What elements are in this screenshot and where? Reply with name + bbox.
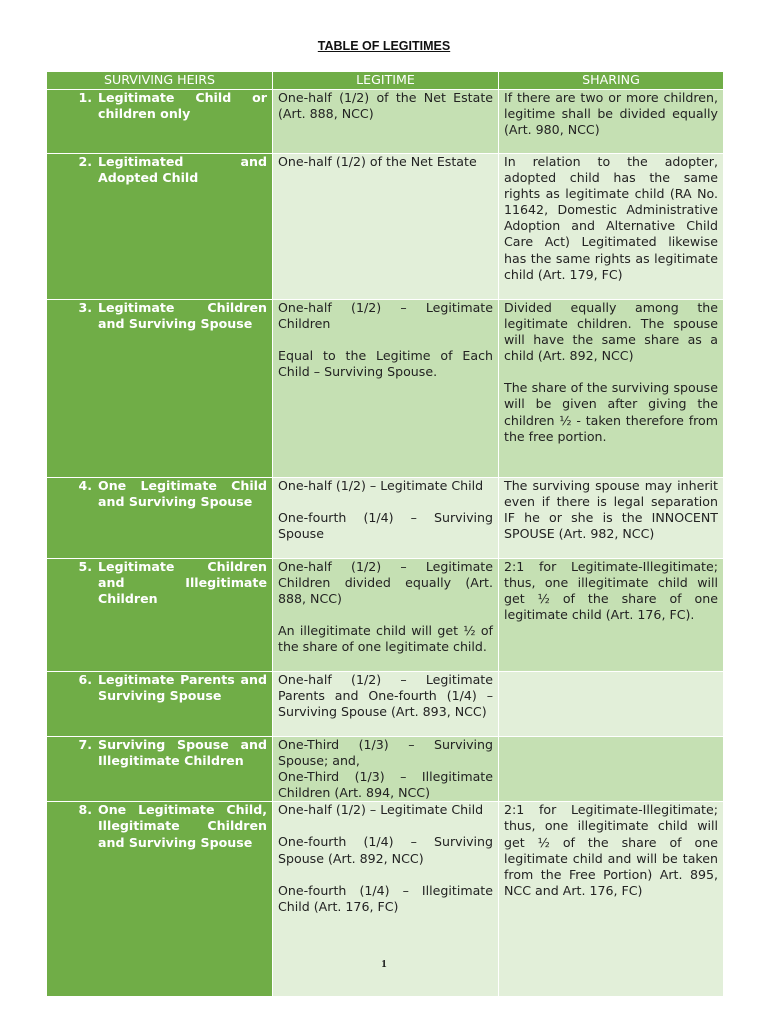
legitime-paragraph: One-Third (1/3) – Surviving Spouse; and, One-Third (1/3) – Illegitimate Children (Art. 894, NCC) [278, 737, 493, 801]
heir-label: Legitimate Children and Surviving Spouse [98, 300, 267, 332]
cell-legitime [273, 154, 499, 300]
cell-surviving-heirs [47, 737, 273, 802]
table-body [47, 90, 724, 997]
cell-sharing [499, 672, 724, 737]
heir-number: 2. [78, 154, 92, 169]
header-sharing: SHARING [499, 72, 724, 90]
heir-label: One Legitimate Child and Surviving Spouse [98, 478, 267, 510]
legitime-paragraph: One-half (1/2) – Legitimate Child [278, 478, 484, 493]
legitime-paragraph: One-half (1/2) – Legitimate Child [278, 802, 484, 818]
page-title: TABLE OF LEGITIMES [317, 39, 451, 53]
legitime-paragraph: One-half (1/2) of the Net Estate (Art. 888, NCC) [278, 90, 493, 122]
cell-surviving-heirs [47, 90, 273, 154]
sharing-paragraph: The surviving spouse may inherit even if there is legal separation IF he or she is the INNOCENT SPOUSE (Art. 982, NCC) [504, 478, 718, 542]
heir-number: 4. [78, 478, 92, 493]
heir-label: Legitimate Parents and Surviving Spouse [98, 672, 267, 704]
table-row [47, 478, 724, 559]
cell-legitime [273, 559, 499, 672]
cell-sharing [499, 90, 724, 154]
legitime-paragraph: One-half (1/2) of the Net Estate [278, 154, 477, 169]
cell-surviving-heirs [47, 300, 273, 478]
sharing-paragraph: 2:1 for Legitimate-Illegitimate; thus, one illegitimate child will get ½ of the share of one legitimate child and will be taken from the Free Portion) Art. 895, NCC and Art. 176, FC) [504, 802, 718, 898]
heir-label: Surviving Spouse and Illegitimate Children [98, 737, 267, 769]
heir-label: Legitimate Child or children only [98, 90, 267, 122]
cell-sharing [499, 154, 724, 300]
cell-surviving-heirs [47, 154, 273, 300]
cell-legitime [273, 672, 499, 737]
cell-legitime [273, 478, 499, 559]
cell-legitime [273, 90, 499, 154]
heir-label: One Legitimate Child, Illegitimate Children and Surviving Spouse [98, 802, 267, 850]
header-legitime: LEGITIME [273, 72, 499, 90]
table-row [47, 90, 724, 154]
cell-sharing [499, 478, 724, 559]
cell-sharing [499, 737, 724, 802]
cell-legitime [273, 300, 499, 478]
table-header-row [47, 72, 724, 90]
cell-surviving-heirs [47, 672, 273, 737]
heir-label: Legitimated and Adopted Child [98, 154, 267, 186]
header-surviving-heirs: SURVIVING HEIRS [47, 72, 273, 90]
heir-number: 3. [78, 300, 92, 315]
legitimes-table [46, 71, 724, 997]
heir-number: 6. [78, 672, 92, 687]
legitime-paragraph: One-half (1/2) – Legitimate Children divided equally (Art. 888, NCC) [278, 559, 493, 607]
sharing-paragraph: The share of the surviving spouse will be given after giving the children ½ - taken therefore from the free portion. [504, 380, 718, 444]
page-number: 1 [381, 958, 387, 970]
heir-label: Legitimate Children and Illegitimate Children [98, 559, 267, 607]
table-row [47, 737, 724, 802]
sharing-paragraph: 2:1 for Legitimate-Illegitimate; thus, one illegitimate child will get ½ of the share of one legitimate child (Art. 176, FC). [504, 559, 718, 623]
table-row [47, 559, 724, 672]
cell-surviving-heirs [47, 478, 273, 559]
heir-number: 8. [78, 802, 92, 818]
sharing-paragraph: If there are two or more children, legitime shall be divided equally (Art. 980, NCC) [504, 90, 718, 138]
table-row [47, 154, 724, 300]
legitime-paragraph: One-half (1/2) – Legitimate Parents and One-fourth (1/4) – Surviving Spouse (Art. 893, NCC) [278, 672, 493, 720]
table-row [47, 300, 724, 478]
cell-surviving-heirs [47, 559, 273, 672]
legitime-paragraph: One-fourth (1/4) – Surviving Spouse (Art. 892, NCC) [278, 834, 493, 866]
table-row [47, 672, 724, 737]
legitime-paragraph: One-fourth (1/4) – Surviving Spouse [278, 510, 493, 542]
legitime-paragraph: An illegitimate child will get ½ of the share of one legitimate child. [278, 623, 493, 655]
legitime-paragraph: One-half (1/2) – Legitimate Children [278, 300, 493, 332]
sharing-paragraph: In relation to the adopter, adopted child has the same rights as legitimate child (RA No. 11642, Domestic Administrative Adoption and Alternative Child Care Act) Legitimated likewise has the same rights as legitimate child (Art. 179, FC) [504, 154, 718, 282]
heir-number: 7. [78, 737, 92, 752]
heir-number: 1. [78, 90, 92, 105]
heir-number: 5. [78, 559, 92, 574]
sharing-paragraph: Divided equally among the legitimate children. The spouse will have the same share as a child (Art. 892, NCC) [504, 300, 718, 364]
cell-legitime [273, 737, 499, 802]
legitime-paragraph: Equal to the Legitime of Each Child – Surviving Spouse. [278, 348, 493, 380]
legitime-paragraph: One-fourth (1/4) – Illegitimate Child (Art. 176, FC) [278, 882, 493, 914]
cell-sharing [499, 300, 724, 478]
cell-sharing [499, 559, 724, 672]
